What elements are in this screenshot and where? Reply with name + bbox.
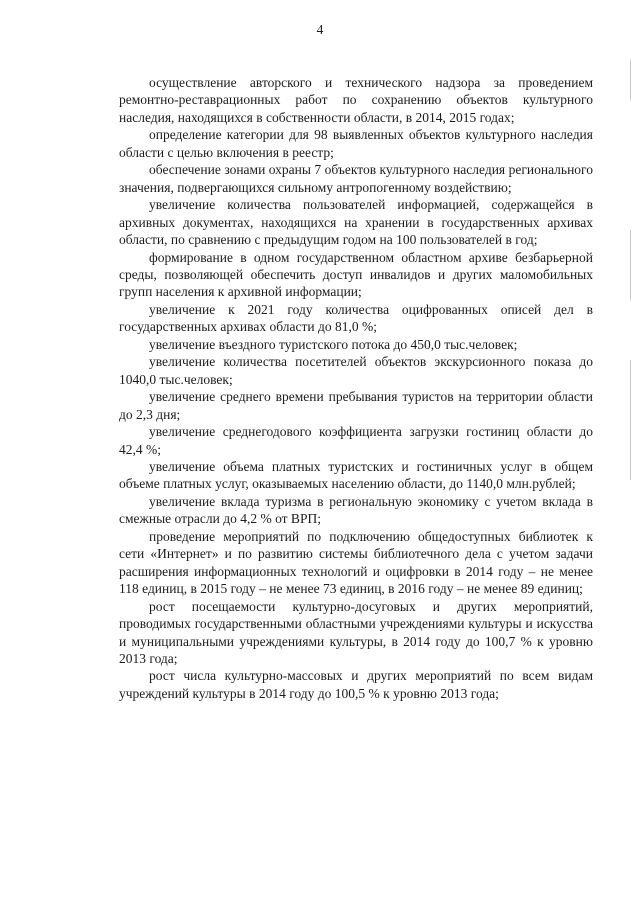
paragraph-protection-zones: обеспечение зонами охраны 7 объектов культурного наследия регионального значения, подвергающихся сильному антропогенному воздействию;: [119, 162, 593, 195]
paragraph-inbound-tourism: увеличение въездного туристского потока до 450,0 тыс.человек;: [149, 336, 518, 352]
paragraph-hotel-occupancy: увеличение среднегодового коэффициента загрузки гостиниц области до 42,4 %;: [119, 424, 593, 457]
paragraph-stay-duration: увеличение среднего времени пребывания туристов на территории области до 2,3 дня;: [119, 389, 593, 422]
paragraph-library-internet: проведение мероприятий по подключению общедоступных библиотек к сети «Интернет» и по развитию системы библиотечного дела с учетом задачи расширения информационных технологий и оцифровки в 2014 году – не менее 118 единиц, в 2015 году – не менее 73 единиц, в 2016 году – не менее 89 единиц;: [119, 528, 593, 597]
page-number: 4: [316, 22, 324, 37]
paragraph-archive-users: увеличение количества пользователей информацией, содержащейся в архивных документах, находящихся на хранении в государственных архивах области, по сравнению с предыдущим годом на 100 пользователей в год;: [119, 197, 593, 248]
paragraph-heritage-supervision: осуществление авторского и технического надзора за проведением ремонтно-реставрационных работ по сохранению объектов культурного наследия, находящихся в собственности области, в 2014, 2015 годах;: [119, 75, 593, 125]
scan-edge-mark: [630, 360, 631, 480]
paragraph-event-attendance: рост посещаемости культурно-досуговых и других мероприятий, проводимых государственными областными учреждениями культуры и искусства и муниципальными учреждениями культуры, в 2014 году до 100,7 % к уровню 2013 года;: [119, 598, 593, 666]
paragraph-tourism-contribution: увеличение вклада туризма в региональную экономику с учетом вклада в смежные отрасли до 4,2 % от ВРП;: [119, 493, 593, 527]
paragraph-paid-services: увеличение объема платных туристских и гостиничных услуг в общем объеме платных услуг, оказываемых населению области, до 1140,0 млн.рублей;: [119, 458, 593, 492]
document-body: [119, 74, 593, 702]
paragraph-excursion-visitors: увеличение количества посетителей объектов экскурсионного показа до 1040,0 тыс.человек;: [119, 354, 593, 387]
paragraph-barrier-free-archive: формирование в одном государственном областном архиве безбарьерной среды, позволяющей обеспечить доступ инвалидов и других маломобильных групп населения к архивной информации;: [119, 249, 593, 300]
paragraph-event-count: рост числа культурно-массовых и других мероприятий по всем видам учреждений культуры в 2014 году до 100,5 % к уровню 2013 года;: [119, 668, 593, 701]
paragraph-digitized-inventories: увеличение к 2021 году количества оцифрованных описей дел в государственных архивах области до 81,0 %;: [119, 301, 593, 335]
paragraph-heritage-categories: определение категории для 98 выявленных объектов культурного наследия области с целью включения в реестр;: [119, 127, 593, 160]
scan-edge-mark: [630, 60, 631, 100]
scan-edge-mark: [630, 230, 631, 300]
